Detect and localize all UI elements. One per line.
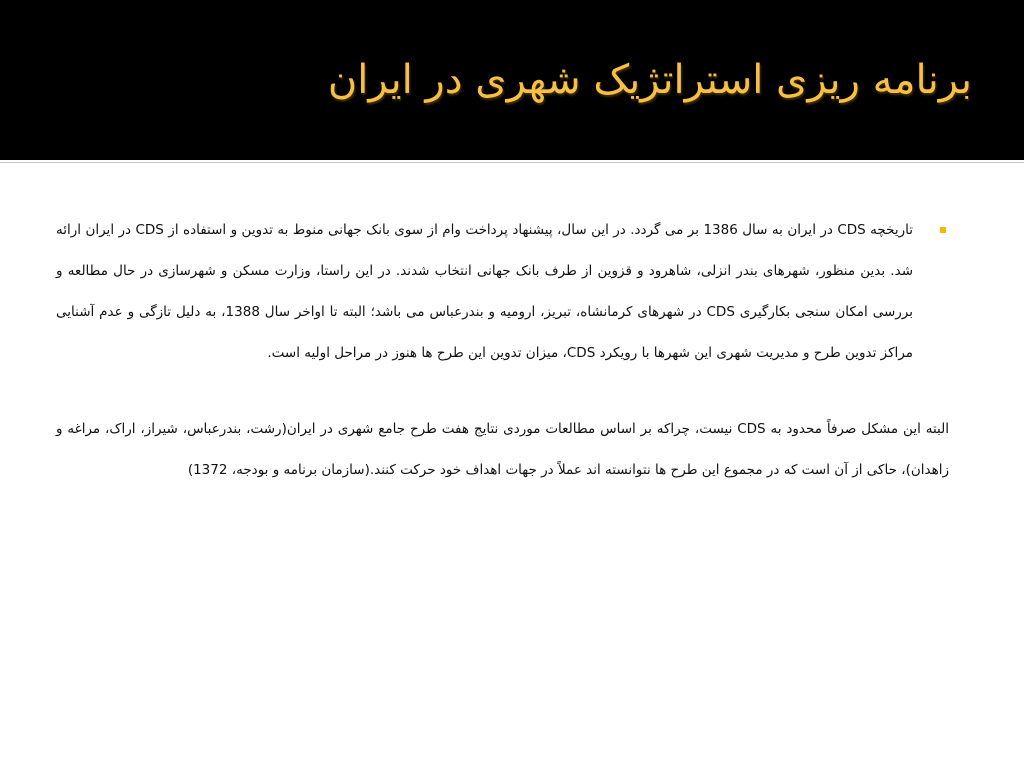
body-paragraph-master-plans: البته این مشکل صرفاً محدود به CDS نیست، چراکه بر اساس مطالعات موردی نتایج هفت طرح جامع شهری در ایران(رشت، بندرعباس، شیراز، اراک، مراغه و زاهدان)، حاکی از آن است که در مجموع این طرح ها نتوانسته اند عملاً در جهات اهداف خود حرکت کنند.(سازمان برنامه و بودجه، 1372): [56, 421, 949, 478]
bullet-item: [56, 210, 949, 374]
slide-title: برنامه ریزی استراتژیک شهری در ایران: [327, 57, 972, 103]
title-bar: [0, 0, 1024, 160]
square-bullet-icon: [940, 227, 946, 233]
body-paragraph-cds-history: تاریخچه CDS در ایران به سال 1386 بر می گردد. در این سال، پیشنهاد پرداخت وام از سوی بانک جهانی منوط به تدوین و استفاده از CDS در ایران ارائه شد. بدین منظور، شهرهای بندر انزلی، شاهرود و قزوین از طرف بانک جهانی انتخاب شدند. در این راستا، وزارت مسکن و شهرسازی در حال مطالعه و بررسی امکان سنجی بکارگیری CDS در شهرهای کرمانشاه، تبریز، ارومیه و بندرعباس می باشد؛ البته تا اواخر سال 1388، به دلیل تازگی و عدم آشنایی مراکز تدوین طرح و مدیریت شهری این شهرها با رویکرد CDS، میزان تدوین این طرح ها هنوز در مراحل اولیه است.: [56, 222, 913, 361]
slide-body: [56, 210, 949, 491]
header-divider: [0, 162, 1024, 163]
